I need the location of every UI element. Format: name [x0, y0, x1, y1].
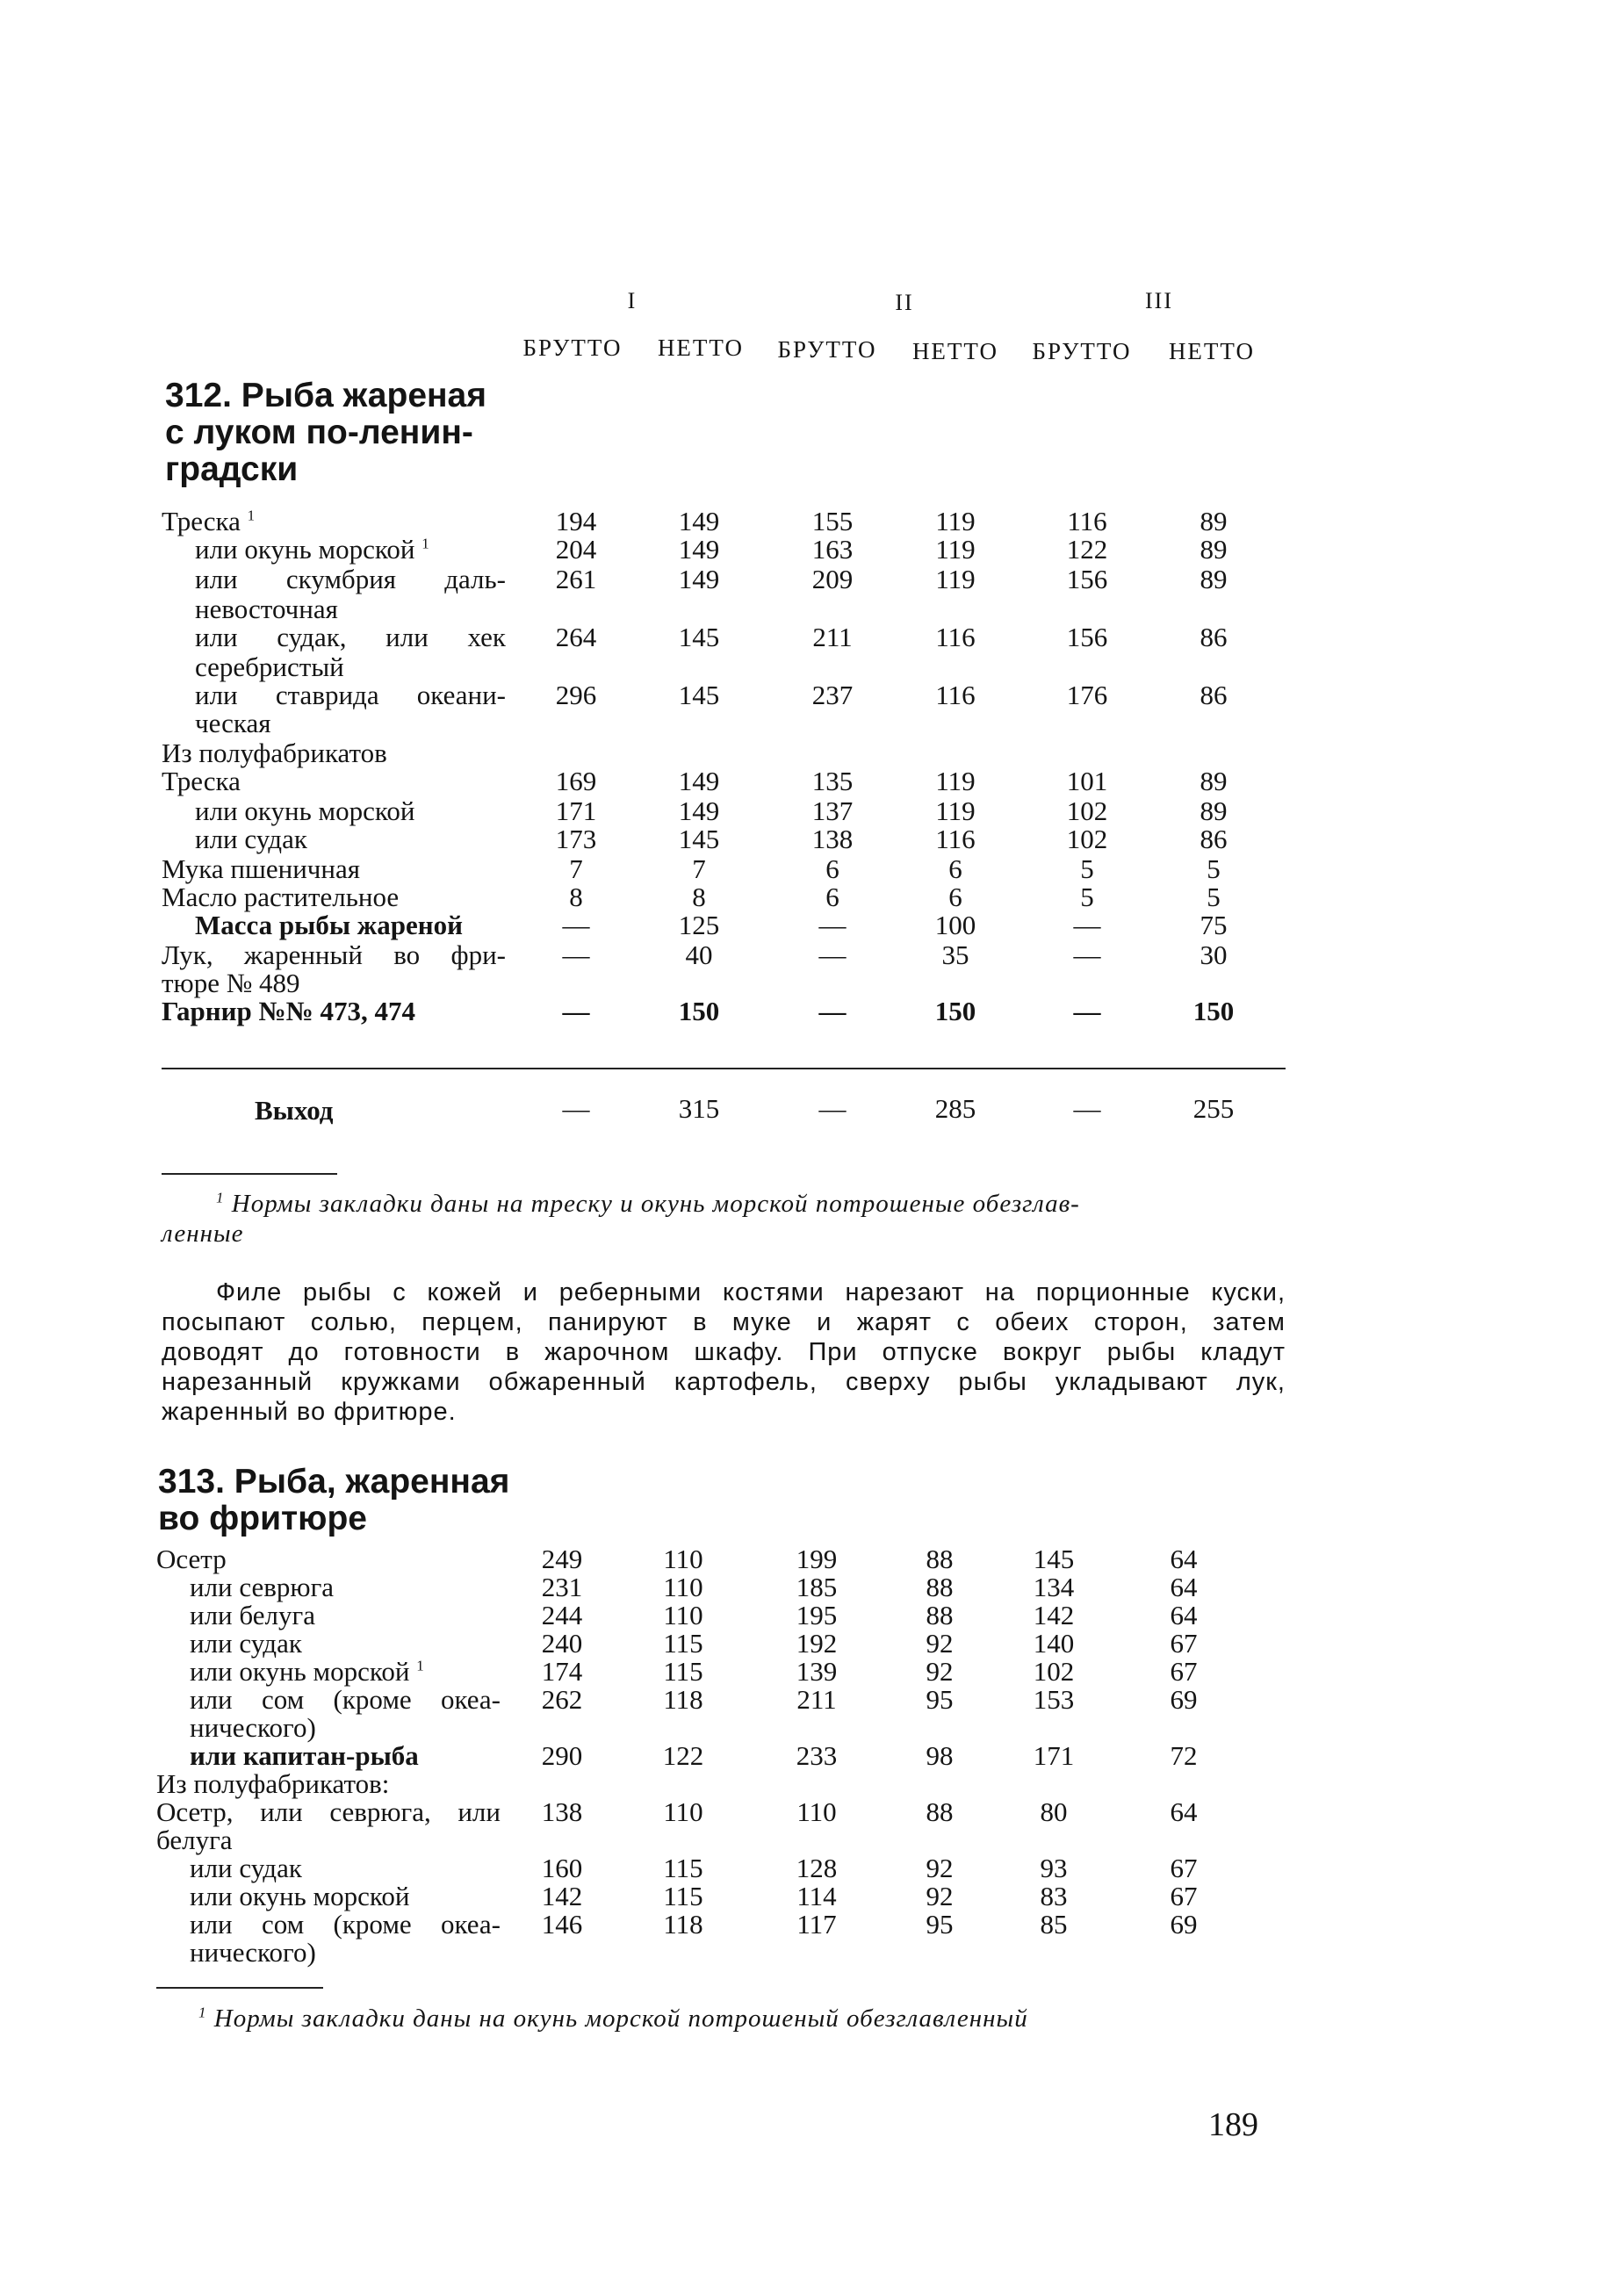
ingredient-name-line: или судак: [195, 824, 307, 854]
quantity-cell: 134: [1033, 1572, 1075, 1602]
column-header-netto-1: НЕТТО: [657, 335, 745, 361]
quantity-cell: 67: [1170, 1853, 1198, 1883]
quantity-cell: 88: [926, 1796, 954, 1827]
quantity-cell: —: [818, 939, 847, 970]
quantity-cell: 35: [941, 939, 969, 970]
quantity-cell: 102: [1066, 795, 1108, 826]
ingredient-name-line: Гарнир №№ 473, 474: [162, 996, 416, 1026]
description-line: посыпают солью, перцем, панируют в муке и жарят с обеих сторон, затем: [162, 1308, 1286, 1336]
recipe-313-title: [158, 1464, 509, 1537]
ingredient-name-line: или скумбрия даль-: [195, 564, 506, 594]
quantity-cell: 89: [1200, 795, 1228, 826]
ingredient-name-line: или окунь морской $^1$: [190, 1656, 424, 1687]
recipe-312-output-value: 255: [1192, 1093, 1235, 1124]
ingredient-name-line: или сом (кроме океа-: [190, 1909, 501, 1940]
quantity-cell: 262: [541, 1684, 583, 1715]
description-line: жаренный во фритюре.: [162, 1398, 457, 1426]
column-header-brutto-3: БРУТТО: [1032, 338, 1132, 364]
quantity-cell: 67: [1170, 1656, 1198, 1687]
recipe-312-output-value: —: [818, 1093, 847, 1124]
quantity-cell: 138: [541, 1796, 583, 1827]
ingredient-name-line: или судак, или хек: [195, 622, 506, 652]
quantity-cell: 139: [796, 1656, 838, 1687]
quantity-cell: 6: [825, 853, 839, 884]
quantity-cell: 86: [1200, 824, 1228, 854]
quantity-cell: 116: [935, 622, 976, 652]
quantity-cell: 40: [685, 939, 713, 970]
ingredient-name-line: или севрюга: [190, 1572, 335, 1602]
column-group-2: II: [895, 290, 914, 315]
quantity-cell: 122: [662, 1740, 704, 1771]
quantity-cell: 119: [935, 766, 976, 796]
quantity-cell: 8: [569, 882, 583, 912]
quantity-cell: 149: [678, 564, 720, 594]
quantity-cell: 5: [1207, 853, 1221, 884]
ingredient-name-line: невосточная: [195, 594, 338, 624]
quantity-cell: 114: [796, 1881, 837, 1911]
quantity-cell: 92: [926, 1881, 954, 1911]
quantity-cell: 6: [825, 882, 839, 912]
quantity-cell: 7: [692, 853, 706, 884]
quantity-cell: 145: [678, 680, 720, 710]
quantity-cell: 5: [1207, 882, 1221, 912]
quantity-cell: 102: [1033, 1656, 1075, 1687]
column-header-brutto-2: БРУТТО: [777, 336, 877, 363]
quantity-cell: 128: [796, 1853, 838, 1883]
quantity-cell: 64: [1170, 1600, 1198, 1630]
ingredient-name-line: нического): [190, 1712, 316, 1743]
quantity-cell: 92: [926, 1853, 954, 1883]
quantity-cell: 119: [935, 506, 976, 536]
recipe-313-title-line: во фритюре: [158, 1500, 367, 1537]
ingredient-name-line: или окунь морской: [195, 795, 415, 826]
ingredient-name-line: тюре № 489: [162, 968, 300, 998]
quantity-cell: —: [562, 910, 590, 940]
quantity-cell: 211: [812, 622, 853, 652]
quantity-cell: 89: [1200, 564, 1228, 594]
quantity-cell: 115: [663, 1881, 703, 1911]
quantity-cell: 72: [1170, 1740, 1198, 1771]
ingredient-name-line: или судак: [190, 1628, 302, 1659]
quantity-cell: 169: [555, 766, 597, 796]
ingredient-name-line: или белуга: [190, 1600, 315, 1630]
quantity-cell: —: [818, 910, 847, 940]
quantity-cell: 155: [811, 506, 854, 536]
quantity-cell: 173: [555, 824, 597, 854]
quantity-cell: 119: [935, 795, 976, 826]
quantity-cell: 119: [935, 564, 976, 594]
quantity-cell: 115: [663, 1656, 703, 1687]
quantity-cell: 67: [1170, 1881, 1198, 1911]
quantity-cell: 145: [678, 824, 720, 854]
quantity-cell: —: [562, 939, 590, 970]
recipe-312-output-rule: [162, 1068, 1286, 1069]
quantity-cell: 5: [1080, 882, 1094, 912]
quantity-cell: 142: [541, 1881, 583, 1911]
quantity-cell: 194: [555, 506, 597, 536]
ingredient-name-line: белуга: [156, 1825, 233, 1855]
quantity-cell: 6: [948, 853, 962, 884]
quantity-cell: 171: [555, 795, 597, 826]
quantity-cell: 100: [934, 910, 976, 940]
footnote-mark: 1: [198, 2004, 207, 2021]
quantity-cell: 93: [1040, 1853, 1068, 1883]
ingredient-name-line: Масло растительное: [162, 882, 400, 912]
footnote-mark: 1: [247, 507, 256, 524]
quantity-cell: 83: [1040, 1881, 1068, 1911]
ingredient-name-line: или ставрида океани-: [195, 680, 506, 710]
ingredient-name-line: или судак: [190, 1853, 302, 1883]
quantity-cell: 118: [663, 1909, 703, 1940]
recipe-312-footnote-rule: [162, 1173, 337, 1175]
footnote-line: [162, 1189, 1286, 1219]
quantity-cell: 119: [935, 534, 976, 565]
quantity-cell: 89: [1200, 506, 1228, 536]
ingredient-name-line: серебристый: [195, 651, 344, 682]
quantity-cell: 233: [796, 1740, 838, 1771]
ingredient-name-line: ческая: [195, 708, 271, 738]
quantity-cell: 69: [1170, 1909, 1198, 1940]
quantity-cell: 64: [1170, 1572, 1198, 1602]
quantity-cell: 5: [1080, 853, 1094, 884]
quantity-cell: 8: [692, 882, 706, 912]
quantity-cell: 7: [569, 853, 583, 884]
quantity-cell: 138: [811, 824, 854, 854]
quantity-cell: 110: [663, 1796, 703, 1827]
quantity-cell: 118: [663, 1684, 703, 1715]
quantity-cell: 290: [541, 1740, 583, 1771]
column-header-brutto-1: БРУТТО: [522, 335, 623, 361]
quantity-cell: 110: [663, 1572, 703, 1602]
quantity-cell: —: [1073, 939, 1101, 970]
description-line: нарезанный кружками обжаренный картофель, сверху рыбы укладывают лук,: [162, 1368, 1286, 1396]
quantity-cell: 30: [1200, 939, 1228, 970]
quantity-cell: 149: [678, 534, 720, 565]
recipe-312-description: [162, 1278, 1286, 1427]
quantity-cell: 231: [541, 1572, 583, 1602]
quantity-cell: 171: [1033, 1740, 1075, 1771]
recipe-313-footnote-rule: [156, 1987, 323, 1989]
recipe-312-output-value: 285: [934, 1093, 976, 1124]
quantity-cell: 80: [1040, 1796, 1068, 1827]
ingredient-name-line: Треска $^1$: [162, 506, 256, 536]
quantity-cell: —: [818, 996, 847, 1026]
quantity-cell: 95: [926, 1909, 954, 1940]
quantity-cell: 116: [935, 680, 976, 710]
column-header-netto-3: НЕТТО: [1168, 338, 1256, 364]
quantity-cell: 95: [926, 1684, 954, 1715]
quantity-cell: 86: [1200, 680, 1228, 710]
footnote-line: ленные: [162, 1220, 244, 1248]
recipe-312-title-line: градски: [165, 450, 299, 488]
quantity-cell: 142: [1033, 1600, 1075, 1630]
quantity-cell: 244: [541, 1600, 583, 1630]
quantity-cell: 153: [1033, 1684, 1075, 1715]
quantity-cell: 117: [796, 1909, 837, 1940]
quantity-cell: 145: [1033, 1544, 1075, 1574]
quantity-cell: 89: [1200, 766, 1228, 796]
quantity-cell: 122: [1066, 534, 1108, 565]
quantity-cell: 116: [1067, 506, 1107, 536]
quantity-cell: 137: [811, 795, 854, 826]
ingredient-name-line: или окунь морской $^1$: [195, 534, 429, 565]
quantity-cell: 195: [796, 1600, 838, 1630]
quantity-cell: 110: [663, 1600, 703, 1630]
quantity-cell: 185: [796, 1572, 838, 1602]
quantity-cell: 146: [541, 1909, 583, 1940]
quantity-cell: 211: [796, 1684, 837, 1715]
quantity-cell: 116: [935, 824, 976, 854]
recipe-312-output-label: Выход: [255, 1095, 334, 1126]
ingredient-name-line: Осетр, или севрюга, или: [156, 1796, 501, 1827]
recipe-312-footnote: [162, 1189, 1286, 1249]
recipe-313-title-line: 313. Рыба, жаренная: [158, 1463, 510, 1501]
quantity-cell: 249: [541, 1544, 583, 1574]
ingredient-name-line: Лук, жаренный во фри-: [162, 939, 506, 970]
quantity-cell: 92: [926, 1628, 954, 1659]
footnote-text: Нормы закладки даны на треску и окунь морской потрошеные обезглав-: [231, 1190, 1080, 1218]
quantity-cell: 240: [541, 1628, 583, 1659]
quantity-cell: 192: [796, 1628, 838, 1659]
ingredient-name-line: Треска: [162, 766, 241, 796]
quantity-cell: —: [1073, 996, 1101, 1026]
quantity-cell: —: [562, 996, 590, 1026]
recipe-312-output-value: 315: [678, 1093, 720, 1124]
description-line: Филе рыбы с кожей и реберными костями нарезают на порционные куски,: [216, 1278, 1286, 1306]
footnote-mark: 1: [216, 1189, 225, 1206]
column-header-netto-2: НЕТТО: [911, 338, 999, 364]
quantity-cell: 174: [541, 1656, 583, 1687]
recipe-313-footnote: [198, 2004, 1322, 2033]
quantity-cell: 64: [1170, 1796, 1198, 1827]
quantity-cell: 204: [555, 534, 597, 565]
quantity-cell: 75: [1200, 910, 1228, 940]
ingredient-name-line: нического): [190, 1937, 316, 1968]
quantity-cell: 149: [678, 506, 720, 536]
quantity-cell: 101: [1066, 766, 1108, 796]
recipe-312-output-value: —: [562, 1093, 590, 1124]
quantity-cell: 125: [678, 910, 720, 940]
footnote-mark: 1: [421, 535, 429, 552]
footnote-mark: 1: [416, 1657, 424, 1674]
quantity-cell: 89: [1200, 534, 1228, 565]
recipe-312-title-line: 312. Рыба жареная: [165, 377, 487, 414]
quantity-cell: 98: [926, 1740, 954, 1771]
ingredient-name-line: Из полуфабрикатов: [162, 738, 387, 768]
quantity-cell: 237: [811, 680, 854, 710]
quantity-cell: 86: [1200, 622, 1228, 652]
quantity-cell: 88: [926, 1572, 954, 1602]
quantity-cell: 264: [555, 622, 597, 652]
description-line: доводят до готовности в жарочном шкафу. При отпуске вокруг рыбы кладут: [162, 1338, 1286, 1366]
quantity-cell: 150: [678, 996, 720, 1026]
column-group-3: III: [1145, 288, 1173, 313]
quantity-cell: 69: [1170, 1684, 1198, 1715]
quantity-cell: 150: [934, 996, 976, 1026]
recipe-312-title: [165, 378, 486, 488]
quantity-cell: 149: [678, 795, 720, 826]
quantity-cell: 156: [1066, 622, 1108, 652]
quantity-cell: 149: [678, 766, 720, 796]
column-group-1: I: [627, 288, 638, 313]
ingredient-name-line: Масса рыбы жареной: [195, 910, 464, 940]
quantity-cell: 85: [1040, 1909, 1068, 1940]
quantity-cell: 115: [663, 1628, 703, 1659]
quantity-cell: 102: [1066, 824, 1108, 854]
quantity-cell: 110: [796, 1796, 837, 1827]
ingredient-name-line: или капитан-рыба: [190, 1740, 419, 1771]
quantity-cell: 156: [1066, 564, 1108, 594]
quantity-cell: 145: [678, 622, 720, 652]
ingredient-name-line: Мука пшеничная: [162, 853, 360, 884]
footnote-text: Нормы закладки даны на окунь морской потрошеный обезглавленный: [213, 2005, 1028, 2033]
recipe-312-title-line: с луком по-ленин-: [165, 414, 473, 451]
quantity-cell: 176: [1066, 680, 1108, 710]
quantity-cell: 296: [555, 680, 597, 710]
quantity-cell: 88: [926, 1544, 954, 1574]
quantity-cell: 135: [811, 766, 854, 796]
quantity-cell: —: [1073, 910, 1101, 940]
ingredient-name-line: Из полуфабрикатов:: [156, 1768, 390, 1799]
quantity-cell: 67: [1170, 1628, 1198, 1659]
quantity-cell: 199: [796, 1544, 838, 1574]
quantity-cell: 110: [663, 1544, 703, 1574]
page-number: 189: [1208, 2106, 1258, 2143]
quantity-cell: 88: [926, 1600, 954, 1630]
quantity-cell: 140: [1033, 1628, 1075, 1659]
quantity-cell: 160: [541, 1853, 583, 1883]
ingredient-name-line: или сом (кроме океа-: [190, 1684, 501, 1715]
quantity-cell: 209: [811, 564, 854, 594]
quantity-cell: 64: [1170, 1544, 1198, 1574]
quantity-cell: 115: [663, 1853, 703, 1883]
recipe-312-output-value: —: [1073, 1093, 1101, 1124]
ingredient-name-line: или окунь морской: [190, 1881, 410, 1911]
quantity-cell: 261: [555, 564, 597, 594]
quantity-cell: 92: [926, 1656, 954, 1687]
quantity-cell: 163: [811, 534, 854, 565]
ingredient-name-line: Осетр: [156, 1544, 227, 1574]
quantity-cell: 6: [948, 882, 962, 912]
quantity-cell: 150: [1192, 996, 1235, 1026]
